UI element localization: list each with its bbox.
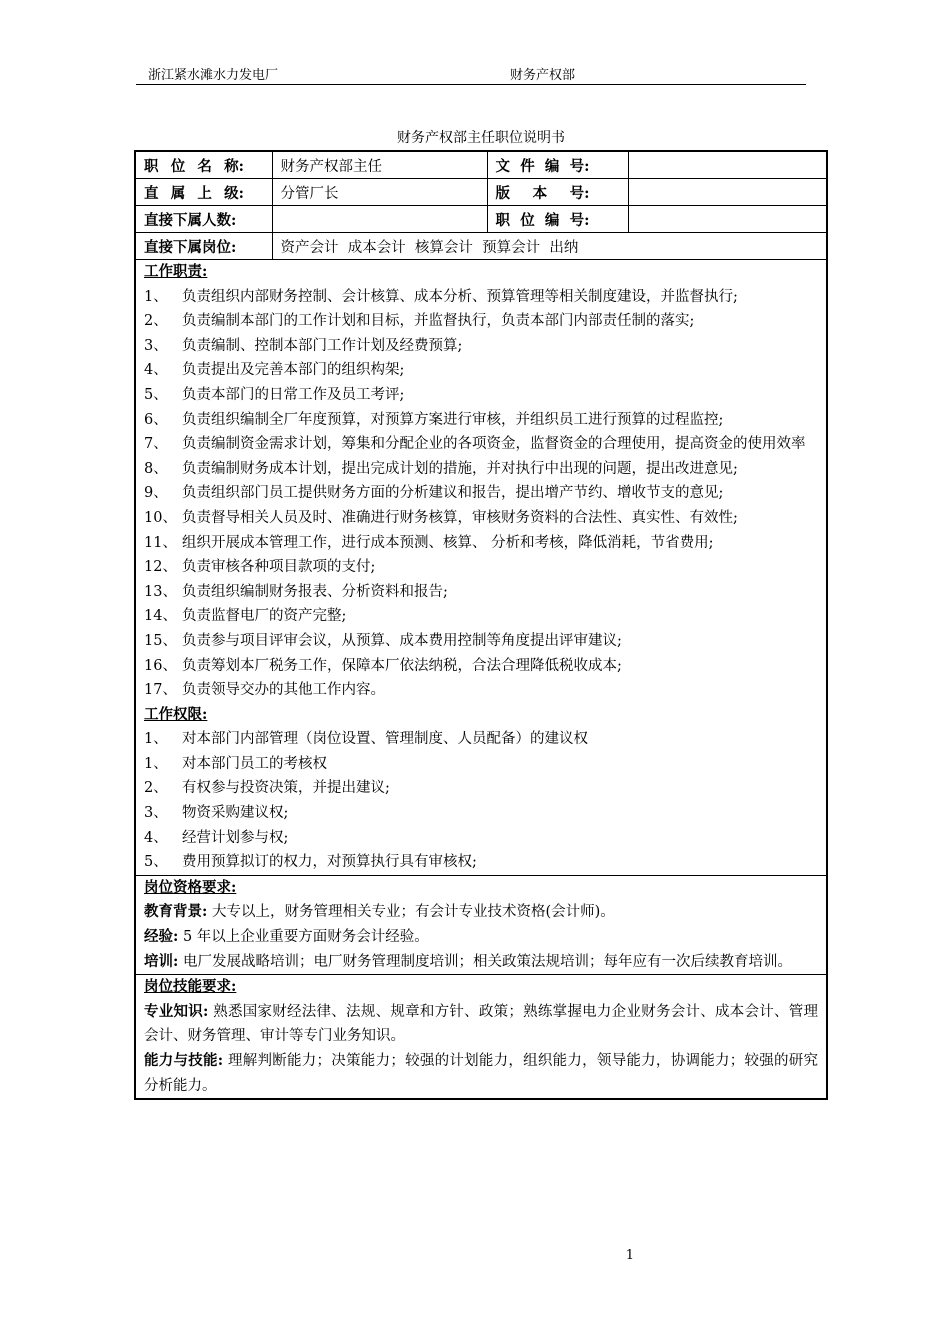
list-item — [144, 580, 818, 605]
version-label: 版 本 号: — [487, 179, 628, 206]
ability-text: 理解判断能力；决策能力；较强的计划能力，组织能力，领导能力，协调能力；较强的研究分析能力。 — [144, 1053, 818, 1094]
header-company: 浙江紧水滩水力发电厂 — [148, 68, 279, 83]
authority-title: 工作权限: — [144, 705, 208, 723]
row-subordinate-posts — [135, 233, 827, 260]
list-item — [144, 629, 818, 654]
subordinate-posts-label: 直接下属岗位: — [135, 233, 272, 260]
item-number: 6、 — [144, 411, 168, 428]
item-number: 1、 — [144, 731, 168, 748]
subordinate-count-value — [272, 206, 487, 233]
item-number: 3、 — [144, 337, 168, 354]
version-value — [628, 179, 827, 206]
item-text: 组织开展成本管理工作，进行成本预测、核算、 分析和考核，降低消耗，节省费用; — [182, 534, 714, 551]
item-text: 费用预算拟订的权力，对预算执行具有审核权; — [182, 854, 477, 871]
knowledge-text: 熟悉国家财经法律、法规、规章和方针、政策；熟练掌握电力企业财务会计、成本会计、管理会计、财务管理、审计等专门业务知识。 — [144, 1003, 819, 1045]
experience-label: 经验: — [144, 928, 179, 946]
item-text: 负责组织编制财务报表、分析资料和报告; — [182, 583, 448, 600]
item-text: 负责编制本部门的工作计划和目标，并监督执行，负责本部门内部责任制的落实; — [182, 313, 695, 330]
list-item — [144, 383, 818, 408]
training-paragraph — [144, 950, 818, 975]
item-text: 经营计划参与权; — [182, 829, 289, 846]
row-duties-authority — [135, 260, 827, 876]
list-item — [144, 654, 818, 679]
item-text: 负责组织内部财务控制、会计核算、成本分析、预算管理等相关制度建设，并监督执行; — [182, 288, 738, 305]
item-text: 负责本部门的日常工作及员工考评; — [182, 386, 405, 403]
row-position-name — [135, 151, 827, 179]
item-text: 负责组织编制全厂年度预算，对预算方案进行审核，并组织员工进行预算的过程监控; — [182, 411, 724, 428]
ability-paragraph — [144, 1049, 818, 1098]
item-number: 1、 — [144, 755, 168, 772]
list-item — [144, 776, 818, 801]
item-number: 8、 — [144, 460, 168, 477]
item-number: 5、 — [144, 386, 168, 403]
subordinate-posts-value: 资产会计 成本会计 核算会计 预算会计 出纳 — [272, 233, 827, 260]
list-item — [144, 604, 818, 629]
subordinate-count-label: 直接下属人数: — [135, 206, 272, 233]
position-name-value: 财务产权部主任 — [272, 151, 487, 179]
item-text: 负责审核各种项目款项的支付; — [182, 559, 376, 576]
item-text: 对本部门员工的考核权 — [182, 755, 327, 772]
skills-title: 岗位技能要求: — [144, 978, 237, 996]
item-number: 15、 — [144, 632, 177, 649]
item-text: 负责组织部门员工提供财务方面的分析建议和报告，提出增产节约、增收节支的意见; — [182, 485, 724, 502]
item-text: 负责编制资金需求计划，筹集和分配企业的各项资金，监督资金的合理使用，提高资金的使用效率 — [182, 436, 806, 453]
list-item — [144, 309, 818, 334]
job-description-table — [134, 150, 828, 1100]
item-number: 1、 — [144, 288, 168, 305]
row-qualification — [135, 875, 827, 974]
item-text: 负责编制、控制本部门工作计划及经费预算; — [182, 337, 463, 354]
item-number: 2、 — [144, 780, 168, 797]
item-number: 4、 — [144, 829, 168, 846]
list-item — [144, 801, 818, 826]
item-text: 物资采购建议权; — [182, 805, 289, 822]
education-label: 教育背景: — [144, 903, 208, 921]
knowledge-paragraph — [144, 1000, 818, 1049]
list-item — [144, 432, 818, 457]
item-text: 负责提出及完善本部门的组织构架; — [182, 362, 405, 379]
position-no-label: 职 位 编 号: — [487, 206, 628, 233]
item-number: 12、 — [144, 559, 177, 576]
list-item — [144, 358, 818, 383]
education-text: 大专以上，财务管理相关专业；有会计专业技术资格(会计师)。 — [207, 904, 615, 921]
item-text: 有权参与投资决策，并提出建议; — [182, 780, 390, 797]
item-number: 9、 — [144, 485, 168, 502]
page-header — [136, 64, 806, 85]
header-department: 财务产权部 — [510, 68, 576, 83]
document-title: 财务产权部主任职位说明书 — [397, 130, 565, 146]
item-number: 7、 — [144, 436, 168, 453]
list-item — [144, 850, 818, 875]
training-label: 培训: — [144, 952, 179, 970]
skills-section — [135, 975, 827, 1099]
knowledge-label: 专业知识: — [144, 1002, 209, 1020]
row-skills — [135, 975, 827, 1099]
superior-label: 直 属 上 级: — [135, 179, 272, 206]
file-no-label: 文 件 编 号: — [487, 151, 628, 179]
experience-text: 5 年以上企业重要方面财务会计经验。 — [178, 929, 429, 946]
qualification-section — [135, 875, 827, 974]
item-number: 5、 — [144, 854, 168, 871]
item-text: 负责督导相关人员及时、准确进行财务核算，审核财务资料的合法性、真实性、有效性; — [182, 509, 738, 526]
item-number: 3、 — [144, 805, 168, 822]
item-number: 13、 — [144, 583, 177, 600]
superior-value: 分管厂长 — [272, 179, 487, 206]
duties-list — [144, 285, 818, 703]
experience-paragraph — [144, 925, 818, 950]
item-text: 负责筹划本厂税务工作，保障本厂依法纳税，合法合理降低税收成本; — [182, 657, 622, 674]
item-number: 14、 — [144, 608, 177, 625]
item-text: 负责编制财务成本计划，提出完成计划的措施，并对执行中出现的问题，提出改进意见; — [182, 460, 738, 477]
list-item — [144, 408, 818, 433]
list-item — [144, 531, 818, 556]
list-item — [144, 334, 818, 359]
education-paragraph — [144, 900, 818, 925]
list-item — [144, 457, 818, 482]
row-superior — [135, 179, 827, 206]
list-item — [144, 481, 818, 506]
list-item — [144, 555, 818, 580]
position-name-label: 职 位 名 称: — [135, 151, 272, 179]
item-number: 16、 — [144, 657, 177, 674]
list-item — [144, 678, 818, 703]
item-text: 负责参与项目评审会议，从预算、成本费用控制等角度提出评审建议; — [182, 632, 622, 649]
position-no-value — [628, 206, 827, 233]
authority-list — [144, 727, 818, 875]
file-no-value — [628, 151, 827, 179]
item-number: 17、 — [144, 682, 177, 699]
list-item — [144, 727, 818, 752]
duties-authority-section — [135, 260, 827, 876]
list-item — [144, 285, 818, 310]
item-number: 2、 — [144, 313, 168, 330]
list-item — [144, 506, 818, 531]
list-item — [144, 826, 818, 851]
qualification-title: 岗位资格要求: — [144, 878, 237, 896]
item-number: 10、 — [144, 509, 177, 526]
training-text: 电厂发展战略培训；电厂财务管理制度培训；相关政策法规培训；每年应有一次后续教育培训。 — [178, 953, 792, 970]
item-number: 4、 — [144, 362, 168, 379]
item-text: 负责监督电厂的资产完整; — [182, 608, 347, 625]
duties-title: 工作职责: — [144, 263, 208, 280]
list-item — [144, 752, 818, 777]
item-text: 负责领导交办的其他工作内容。 — [182, 682, 385, 699]
ability-label: 能力与技能: — [144, 1052, 224, 1069]
item-text: 对本部门内部管理（岗位设置、管理制度、人员配备）的建议权 — [182, 731, 588, 748]
item-number: 11、 — [144, 534, 177, 551]
page-number: 1 — [625, 1248, 634, 1263]
row-subordinate-count — [135, 206, 827, 233]
